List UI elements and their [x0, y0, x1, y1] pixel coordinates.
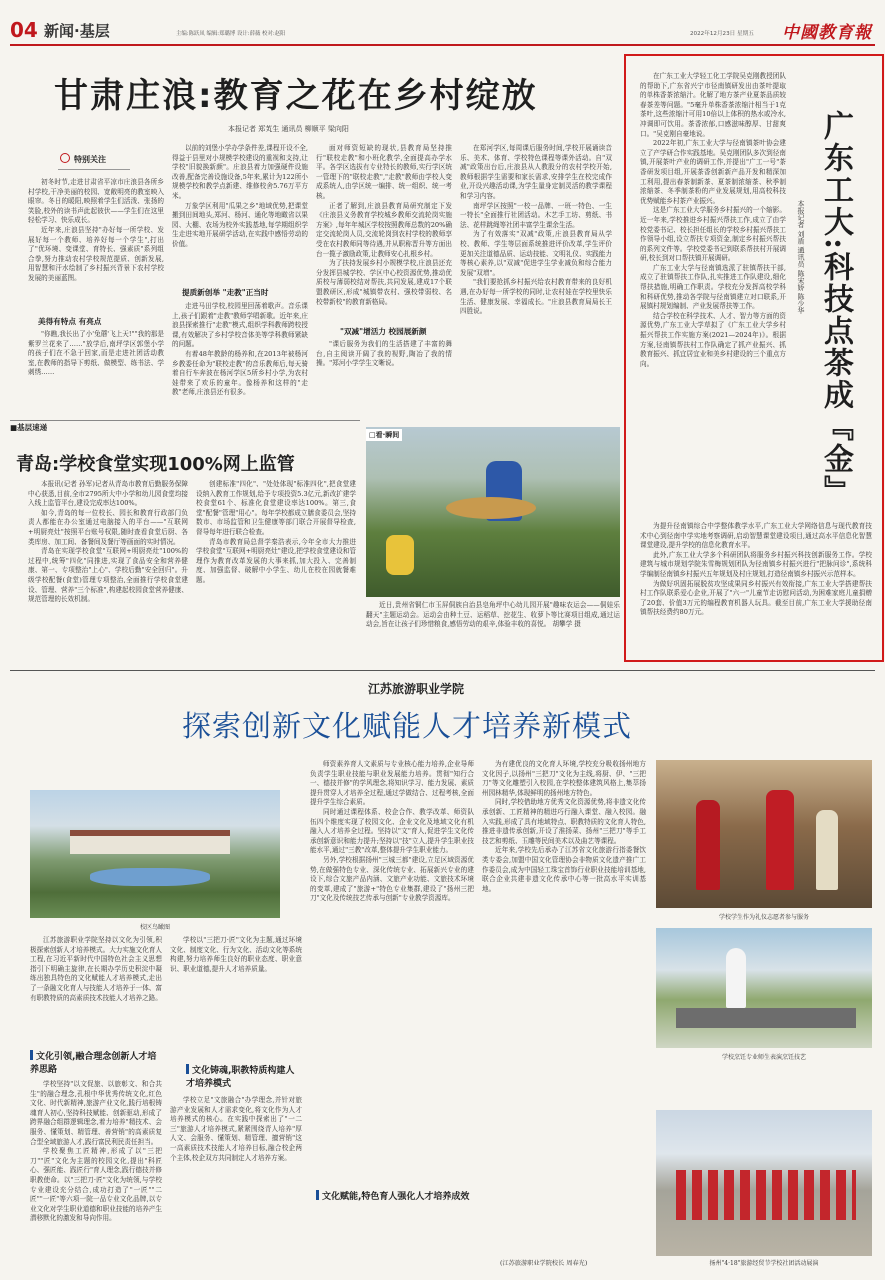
header-rule — [10, 44, 875, 46]
photo-caption: 校区鸟瞰图 — [139, 924, 170, 931]
newspaper-masthead: 中國教育報 — [782, 23, 872, 43]
feature-tag — [58, 148, 130, 170]
jiangsu-subhead-1 — [30, 1050, 162, 1077]
photo-caption: 学校烹饪专业师生表演烹饪技艺 — [721, 1054, 806, 1061]
paragraph: "我们要抢抓乡村振兴给农村教育带来的良好机遇,在办好每一所学校的同时,让农村娃在学校里快乐生活、健康发展、幸福成长。"庄浪县教育局局长王四胜说。 — [460, 278, 612, 316]
kindergarten-photo — [366, 427, 620, 597]
paragraph: "你瞧,我长出了小'兔蘑'飞上天!""我的那是紫罗兰花来了……"放学后,南坪学区郭堡小学的孩子们在不急于回家,而是走进社团活动教室,在教师的指导下剪纸、做模型、练书法、学刺绣…… — [28, 330, 164, 377]
paragraph: 近年来,学校先后承办了江苏省文化旅游行指委餐饮类专委会,加盟中国文化管理协会非物质文化遗产推广工作委员会,成为中国轻工珠宝首饰行业职业技能培训基地,联合企业共建非遗文化传承中心等一批高水平实训基地。 — [482, 846, 646, 893]
side-headline: 广东工大:科技点茶成『金』 — [818, 110, 853, 508]
child-figure-2 — [386, 535, 414, 575]
paragraph: 万象学区利用"瓜果之乡"地域优势,把课堂搬到田间地头,郑河、杨河、通化等地瞰省以果园、大棚、农场为校外实践基地,每学期组织学生走进实地开展研学活动,在实践中感悟劳动的价值。 — [172, 201, 308, 248]
jiangsu-kicker: 江苏旅游职业学院 — [368, 682, 465, 696]
jiangsu-col2-top — [170, 936, 302, 1060]
jiangsu-subhead-3 — [316, 1190, 476, 1204]
lead-col2-top — [172, 144, 308, 274]
paragraph: 近日,贵州省铜仁市玉屏侗族自治县皂角坪中心幼儿园开展"趣味农运会——侗娃乐翻天"主题运动会。运动会由种土豆、运稻草、挖花生、收萝卜等比赛项目组成,通过运动会,旨在让孩子们珍惜粮食,感悟劳动的艰辛,体验丰收的喜悦。 胡攀学 摄 — [366, 601, 620, 629]
paragraph: 青岛市教育局总督学秦浩表示,今年全市大力推进学校食堂"互联网+明厨亮灶"建设,把学校食堂建设和管理作为教育改革发展的大事来抓,加大投入、完善制度、加强监督、破解中小学生、幼儿在校在园就餐难题。 — [196, 537, 356, 584]
side-byline: 本报记者 刘盾 通讯员 陈宋娇 陈少华 — [797, 200, 805, 314]
divider — [10, 420, 360, 421]
jiangsu-subhead-2 — [186, 1064, 302, 1091]
lead-col3-top — [316, 144, 452, 316]
paragraph: 面对师资短缺的现状,县教育局坚持推行"联校走教"和小班化教学,全面提高办学水平。各学区选拔有专业特长的教师,实行学区统一管理下的"联校走教","走教"教师由学校人变成系统人,由学区统一编排、统一组织、统一考核。 — [316, 144, 452, 200]
paragraph: 青岛在实现学校食堂"互联网+明厨亮灶"100%的过程中,统筹"四化"同推进,实现了食品安全和营养健康、第一、专项整治"上心"、学校后勤"安全回归"。升级学校配餐(食堂)管理专项整治,全面推行学校食堂建设、管理、营养"三个标准",构建起校园食堂营养健康、规范管理的长效机制。 — [28, 547, 188, 604]
subhead-marker — [30, 1050, 33, 1060]
paragraph: 此外,广东工业大学多个科研团队将服务乡村振兴科技创新服务工作。学校建筑与城市规划学院朱雪梅规划团队为径南镇乡村振兴进行"把脉问诊",系统科学编制径南镇乡村振兴五年规划及村庄规划,打造径南镇乡村振兴示范样本。 — [640, 550, 872, 578]
basket-shape — [446, 497, 536, 519]
performance-photo — [656, 1110, 872, 1256]
qingdao-col1 — [28, 480, 188, 656]
paragraph: 创建标准"四化"、"处处体现"标准四化",把食堂建设纳入教育工作规划,给予专项投资5.3亿元,新改扩建学校食堂61个、标准化食堂建设率达100%。第三,食堂"配餐"管理"用心"。每年学校都成立膳食委员会,坚持数市、市场监管和卫生健康等部门联合开展督导检查,督导每年进行联合检查。 — [196, 480, 356, 536]
section-title: 新闻·基层 — [44, 22, 110, 40]
paragraph: 江苏旅游职业学院坚持以文化为引领,积极探索创新人才培养模式。大力实施文化育人工程,在习近平新时代中国特色社会主义思想指引下明确主旋律,在长期办学历史积淀中凝练出独具特色的文化赋能人才培养模式,走出了一条融文化育人与技能人才培养于一体、富有职教特质的高素质技术技能人才培养之路。 — [30, 936, 162, 1002]
side-story-top — [640, 72, 786, 520]
paragraph: 在郑河学区,每周课后服务时间,学校开展诵读音乐、美术、体育、学校特色课程等课外活动。自"双减"政策出台后,庄浪县从人教股分的农村学校开始,教师根据学生需要和家长需求,安排学生在校完成作业,开设兴趣活动课,为学生量身定制灵活的教学课程和学习内容。 — [460, 144, 612, 200]
lead-col2-bottom — [172, 302, 308, 416]
photo-caption: 扬州"4·18"旅游经贸节学校社团活动展演 — [709, 1260, 819, 1267]
photo-caption — [366, 601, 620, 647]
qingdao-col2 — [196, 480, 356, 656]
subhead-marker — [186, 1064, 189, 1074]
paragraph: 为了有效落实"双减"政策,庄浪县教育局从学校、教师、学生等层面系统推进评价改革,学生评价更加关注道德品质、运动技能、文明礼仪、实践能力等核心素养,以"双减"促进学生学业减负和综合能力发展"双增"。 — [460, 230, 612, 277]
lead-headline: 甘肃庄浪:教育之花在乡村绽放 — [54, 76, 538, 116]
subhead-text: 文化引领,融合理念创新人才培养思路 — [30, 1052, 157, 1075]
editor-credits: 主编:陈跃凤 编辑:郑璐博 设计:薛薇 校对:赵阳 — [176, 31, 286, 37]
paragraph: 另外,学校根据扬州"三城三都"建设,立足区域资源优势,在做强特色专业、深化传统专业、拓展新兴专业的建设下,综合文旅产品内涵、文旅产业功能、文旅技术环境的变革,建成了"旅游+"特色专业集群,建设了"扬州三把刀"文化及传统技艺传承与创新"专业教学资源库。 — [310, 855, 474, 903]
jiangsu-col3 — [310, 760, 474, 1186]
lead-col4 — [460, 144, 612, 358]
paragraph: 广东工业大学与径南镇选派了驻镇帮扶干部,成立了驻镇帮扶工作队,扎实推进工作队建设,细化帮扶措施,明确工作职责。学校充分发挥高校学科和科研优势,推动各学院与径南镇建立对口联系,开展镇村规划编制、产业发展帮扶等工作。 — [640, 263, 786, 311]
paragraph: 师资素养育人文素质与专业核心能力培养,企业导师负责学生职业技能与职业发展能力培养。贯彻"知行合一、德技并修"的学风理念,将知识学习、能力发展、素质提升贯穿人才培养全过程,通过学做结合、过程考核,全面提升学生综合素质。 — [310, 760, 474, 807]
paragraph: 以前的刘堡小学办学条件差,课程开设不全,得益于县里对小规模学校建设的重视和支持,让学校"旧貌换新颜"。庄浪县着力加强硬件设施改善,配备完善设施设备,5年来,累计为122所小规模学校和教学点新建、维修校舍5.76万平方米。 — [172, 144, 308, 200]
issue-date: 2022年12月23日 星期五 — [690, 31, 754, 37]
paragraph: 为有建优良的文化育人环境,学校充分吸收扬州地方文化因子,以扬州"三把刀"文化为主线,将厨、伊、"三把刀"等文化雕塑引入校园,在学校整体建筑风格上,集萃扬州园林精华,体现鲜明的扬州地方特色。 — [482, 760, 646, 797]
jiangsu-col1 — [30, 1080, 162, 1256]
paragraph: 为了扶持发展乡村小规模学校,庄浪县还充分发挥县城学校、学区中心校资源优势,推动优质校与薄弱校结对帮扶,共同发展,建成17个联盟教研区,形成"城镇带农村、强校带弱校、名校带新校"的教育新格局。 — [316, 259, 452, 306]
jiangsu-col2-bottom — [170, 1096, 302, 1256]
paragraph: 走进马田学校,校园里回荡着歌声。音乐课上,孩子们跟着"走教"教师学唱新歌。近年来,庄浪县探索推行"走教"模式,组织学科教师跨校授课,有效解决了乡村学校音体美等学科教师紧缺的问题。 — [172, 302, 308, 349]
paragraph: 初冬时节,走进甘肃省平凉市庄浪县各所乡村学校,干净美丽的校园、宽敞明亮的教室映入眼帘。冬日的暖阳,映照着学生们活泼、张扬的笑脸,校外的读书声此起彼伏——学生们在这里轻松学习、快乐成长。 — [28, 178, 164, 225]
paragraph: 结合学校在科学技术、人才、智力等方面的资源优势,广东工业大学草拟了《广东工业大学乡村振兴帮扶工作实施方案(2021—2024年)》。根据方案,径南镇帮扶村工作队确定了抓产业振兴、抓教育振兴、抓宜居宜业和美乡村建设的三个重点方向。 — [640, 311, 786, 368]
paragraph: "课后服务为我们的生活搭建了丰富的舞台,自主阅读开阔了我的视野,陶冶了我的情操。"郑河小学学生文晰说。 — [316, 340, 452, 368]
culinary-photo — [656, 928, 872, 1048]
subhead-text: 文化赋能,特色育人强化人才培养成效 — [322, 1192, 470, 1202]
paragraph: 近年来,庄浪县坚持"办好每一所学校、发展好每一个教师、培养好每一个学生",打出了"优环境、变课堂、育特长、强素质"系列组合拳,努力推动农村学校规范提质、创新发展,用智慧和汗水绘制了乡村振兴背景下农村学校发展的美丽蓝图。 — [28, 225, 164, 282]
side-story-bottom — [640, 522, 872, 656]
lead-subhead-3: "双减"增活力 校园展新颜 — [340, 327, 427, 336]
lead-subhead-1: 美得有特点 有亮点 — [38, 317, 102, 326]
paragraph: 2022年初,广东工业大学与径南镇茶叶协会建立了产学研合作实践基地。吴克刚团队多次到径南镇,开展茶叶产业的调研工作,并提出"广工一号"茶香研发项目组,开展茶香创新新产品开发和精深加工利用,提出春茶制新茶、夏茶制浓缩茶、秋季制浓缩茶、冬季制茶粉的产业发展规划,用高校科技优势赋能乡村茶产业振兴。 — [640, 139, 786, 205]
subhead-text: 文化铸魂,职教特质构建人才培养模式 — [186, 1066, 295, 1089]
paragraph: 本报讯(记者 孙军)记者从青岛市教育后勤服务保障中心获悉,目前,全市2795所大中小学和幼儿园食堂均接入线上监管平台,建设完成率达100%。 — [28, 480, 188, 508]
paragraph: 同时通过课程体系、校企合作、教学改革、师资队伍四个维度实现了校园文化、企业文化及地域文化有机融入人才培养全过程。坚持以"文"育人,促进学生文化传承创新意识和能力提升;坚持以"技"立人,提升学生职业技能水平,通过"三教"改革,整体提升学生职业能力。 — [310, 807, 474, 855]
paragraph: 学校聚焦工匠精神,形成了以"三把刀""匠"文化为主题的校园文化,提出"科匠心、强匠能、践匠行"育人理念,践行德技并修职教使命。以"三把刀·匠"文化为统领,与学校专业建设充分结合,成功打造了"一匠""二匠""一匠"等六项一院一品专业文化品牌,以专业文化对学生职业道德和职业技能的培养产生潜移默化的激发和导向作用。 — [30, 1147, 162, 1223]
campus-lake — [90, 868, 210, 886]
chef-figure — [726, 948, 746, 1008]
paragraph: 学校以"三把刀·匠"文化为主题,通过环境文化、制度文化、行为文化、活动文化等系统构建,努力培养师生良好的职业态度、职业意识、职业道德,提升人才培养质量。 — [170, 936, 302, 973]
jiangsu-headline: 探索创新文化赋能人才培养新模式 — [182, 709, 633, 743]
paragraph: 如今,青岛的每一位校长、园长和教育行政部门负责人都能在办公室通过电脑接入的平台——"互联网+明厨亮灶"按照平台账号权限,随时查看食堂后厨、各类库房、加工间、备餐间及餐厅等画面的实时情况。 — [28, 508, 188, 546]
photo-caption: 学校学生作为礼仪志愿者参与服务 — [718, 914, 809, 921]
lead-byline: 本报记者 郑芄生 通讯员 柳顺平 梁向阳 — [228, 125, 349, 133]
feature-tag-icon — [60, 153, 70, 163]
paragraph: 学校立足"文旅融合"办学理念,并针对旅游产业发展和人才需求变化,将文化作为人才培养模式的核心。在实践中探索出了"一二三"旅游人才培养模式,紧紧围绕青人培养"厚人文、会服务、懂策划、精管理、擅营销"这一高素质技术技能人才培养目标,融合校企两个主体,校企双方共同制定人才培养方案。 — [170, 1096, 302, 1162]
page-header — [0, 0, 885, 48]
lead-subhead-2: 提质新创举 "走教"正当时 — [182, 288, 269, 297]
volunteer-photo — [656, 760, 872, 908]
paragraph: 有着48年教龄的杨养和,在2013年被杨河乡教委任命为"联校走教"的音乐教师后,每天骑着自行车奔波在杨河学区5所乡村小学,为农村娃带来了欢乐的童年。像杨养和这样的"走教"老师,庄浪县还有很多。 — [172, 349, 308, 397]
page-number: 04 — [10, 18, 38, 42]
qingdao-headline: 青岛:学校食堂实现100%网上监管 — [16, 454, 295, 475]
jiangsu-intro — [30, 936, 162, 1046]
volunteer-figure — [766, 790, 794, 890]
paragraph: 在广东工业大学轻工化工学院吴克刚教授团队的帮助下,广东省兴宁市径南镇研发出由茶叶提取的单株香茶浓缩汁。化解了地方茶产业夏茶品质较春茶差等问题。"5毫升单株香茶浓缩汁相当于1克茶叶,这些浓缩汁可用10倍以上体积的热水或冷水,冲调即可饮用。茶香浓郁,口感滋味醇厚、甘甜爽口。"吴克刚自豪地说。 — [640, 72, 786, 138]
lead-col3-bottom — [316, 340, 452, 416]
campus-aerial-photo — [30, 790, 280, 918]
paragraph: 学校坚持"以文促旅、以旅彰文、和合共生"的融合理念,孔根中华优秀传统文化,红色文化、时代新精神,旅游产业文化,践行培根铸魂育人初心,坚持科技赋能、创新驱动,形成了跨界融合组群逻辑理念,着力培养"精技术、会服务、懂策划、精管理、善营销"的高素质复合型全域旅游人才,践行富民利民责任担当。 — [30, 1080, 162, 1146]
paragraph: 为提升径南镇综合中学整体教学水平,广东工业大学网络信息与现代教育技术中心到径南中学实地考察调研,启动智慧课堂建设项目,通过高水平信息化智慧课堂建设,提升学校的信息化教育水平。 — [640, 522, 872, 550]
paragraph: 南坪学区按照"一校一品牌、一班一特色、一生一特长"全面推行社团活动。木艺手工坊、剪纸、书法、花样跳绳等社团丰富学生课余生活。 — [460, 201, 612, 229]
photo-tag: □看·瞬间 — [366, 429, 402, 441]
volunteer-figure — [696, 800, 720, 890]
volunteer-figure — [816, 810, 838, 890]
feature-tag-label: 特别关注 — [74, 155, 106, 164]
cooking-table — [676, 1008, 856, 1028]
campus-building — [70, 830, 230, 854]
subhead-marker — [316, 1190, 319, 1200]
paragraph: 同时,学校借助地方优秀文化资源优势,将非遗文化传承创新、工匠精神的精进巧行融入课堂、融入校园。融入实践,形成了具有地域特点、职教特质的文化育人特色,推进非遗传承创新,开设了淮扬菜、扬州"三把刀"等手工技艺和剪纸、玉雕等民间美术以及曲艺等课程。 — [482, 798, 646, 845]
lead-col1-top — [28, 178, 164, 306]
article-credit: (江苏旅游职业学院校长 周春光) — [500, 1260, 588, 1267]
news-brief-tag: ■基层速递 — [10, 423, 48, 432]
paragraph: 为做好巩固拓展脱贫攻坚成果同乡村振兴有效衔接,广东工业大学搭建帮扶村工作队联系爱心企业,开展了"六一"儿童节走访慰问活动,为困难家庭儿童捐赠了20套、价值3万元的编程教育机器人玩具。截至目前,广东工业大学援助径南镇帮扶经费约80万元。 — [640, 579, 872, 617]
paragraph: 正者了解到,庄浪县教育局研究制定下发《庄浪县义务教育学校城乡教师交流轮岗实施方案》,每年年城区学校按照教师总数的20%确定交流轮岗人员,交流轮岗到农村学校的教师享受在农村教师同等待遇,并从职称晋升等方面出台一揽子激励政策,让教师安心扎根乡村。 — [316, 201, 452, 258]
jiangsu-col4 — [482, 760, 646, 1250]
divider — [10, 670, 875, 671]
lead-col1-bottom — [28, 330, 164, 416]
performers-row — [676, 1170, 856, 1220]
paragraph: 这是广东工业大学服务乡村振兴的一个缩影。近一年来,学校推进乡村振兴帮扶工作,成立了由学校党委书记、校长担任组长的学校乡村振兴帮扶工作领导小组,设立帮扶专项资金,制定乡村振兴帮扶的系列文件等。学校党委书记到联系帮扶村开展调研,校长到对口帮扶镇开展调研。 — [640, 206, 786, 263]
